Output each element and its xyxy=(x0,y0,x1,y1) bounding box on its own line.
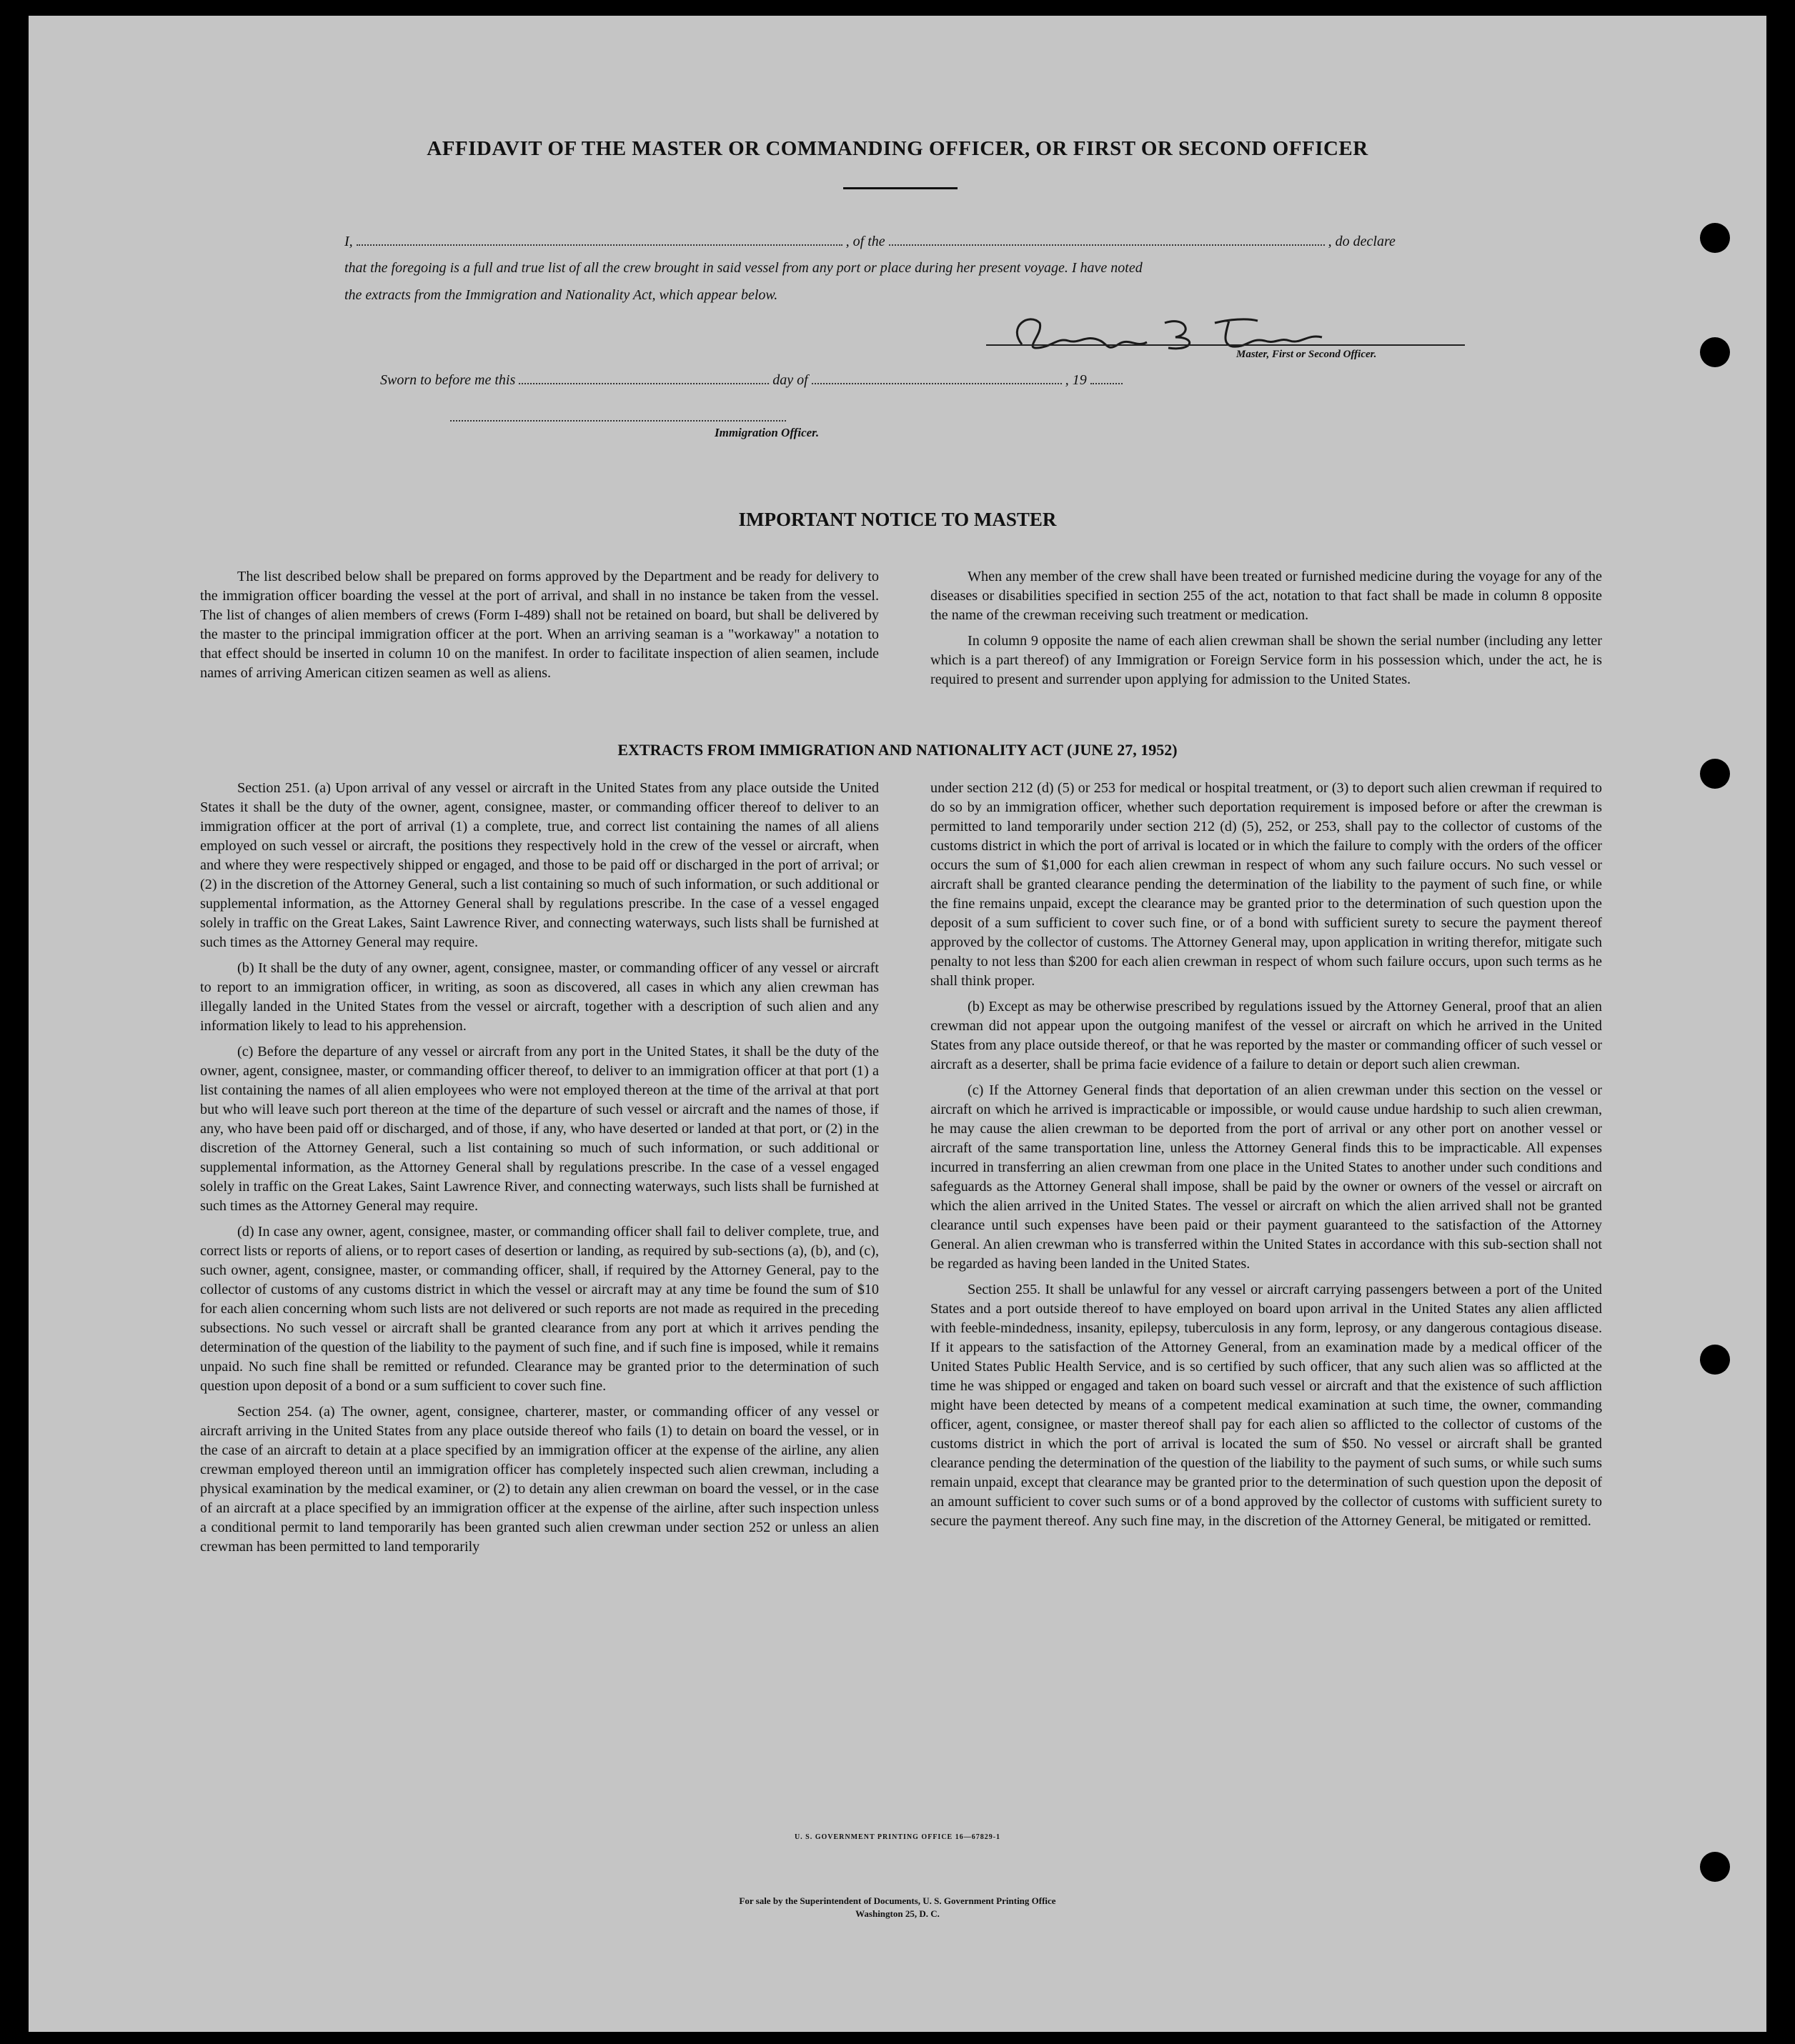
signature-caption: Master, First or Second Officer. xyxy=(1236,349,1377,360)
section-251-c: (c) Before the departure of any vessel or aircraft from any port in the United States, it shall be the duty of the owner, agent, consignee, master, or commanding officer thereof, to deliver to an immigration officer at that port (1) a list containing the names of all alien employees who were not employed thereon at the time of the arrival at that port but who will leave such port thereon at the time of the departure of such vessel or aircraft and the names of those, if any, who have been paid off or discharged, and of those, if any, who have deserted or landed at that port, or (2) in the discretion of the Attorney General, such a list containing so much of such information, or such additional or supplemental information, as the Attorney General shall by regulations prescribe. In the case of a vessel engaged solely in traffic on the Great Lakes, Saint Lawrence River, and connecting waterways, such lists shall be furnished at such times as the Attorney General may require. xyxy=(200,1044,879,1214)
sworn-line xyxy=(380,370,1123,389)
sworn-day-field[interactable] xyxy=(519,370,769,384)
declaration-line-2: that the foregoing is a full and true list of all the crew brought in said vessel from any port or place during her present voyage. I have noted xyxy=(344,260,1143,276)
section-251-b: (b) It shall be the duty of any owner, agent, consignee, master, or commanding officer of any vessel or aircraft to report to an immigration officer, in writing, as soon as discovered, all cases in which any alien crewman has illegally landed in the United States from the vessel or aircraft, together with a description of such alien and any information likely to lead to his apprehension. xyxy=(200,960,879,1034)
declare-i: I, xyxy=(344,234,353,249)
section-251-d: (d) In case any owner, agent, consignee, master, or commanding officer shall fail to deliver complete, true, and correct lists or reports of aliens, or to report cases of desertion or landing, as required by sub-sections (a), (b), and (c), such owner, agent, consignee, master, or commanding officer, shall, if required by the Attorney General, pay to the collector of customs of any customs district in which the vessel or aircraft may at any time be found the sum of $10 for each alien concerning whom such lists are not delivered or such reports are not made as required in the preceding subsections. No such vessel or aircraft shall be granted clearance from any port at which it arrives pending the determination of the question of the liability to the payment of such fine, and if such fine is imposed, while it remains unpaid. No such fine shall be remitted or refunded. Clearance may be granted prior to the determination of such question upon deposit of a bond or a sum sufficient to cover such fine. xyxy=(200,1224,879,1394)
signature-line xyxy=(986,344,1465,346)
binder-hole-3 xyxy=(1700,759,1730,789)
section-251-a: Section 251. (a) Upon arrival of any vessel or aircraft in the United States from any place outside the United States it shall be the duty of the owner, agent, consignee, master, or commanding officer thereof to deliver to an immigration officer at the port of arrival (1) a complete, true, and correct list containing the names of all aliens employed on such vessel or aircraft, the positions they respectively hold in the crew of the vessel or aircraft, when and where they were respectively shipped or engaged, and those to be paid off or discharged in the port of arrival; or (2) in the discretion of the Attorney General, such a list containing so much of such information, or such additional or supplemental information, as the Attorney General shall by regulations prescribe. In the case of a vessel engaged solely in traffic on the Great Lakes, Saint Lawrence River, and connecting waterways, such lists shall be furnished at such times as the Attorney General may require. xyxy=(200,780,879,950)
declare-end: , do declare xyxy=(1328,234,1396,249)
section-254-c: (c) If the Attorney General finds that deportation of an alien crewman under this section on the vessel or aircraft on which he arrived is impracticable or impossible, or would cause undue hardship to such alien crewman, he may cause the alien crewman to be deported from the port of arrival or any other port on another vessel or aircraft of the same transportation line, unless the Attorney General finds this to be impracticable. All expenses incurred in transferring an alien crewman from one place in the United States to another under such conditions and safeguards as the Attorney General shall impose, shall be paid by the owner or owners of the vessel or aircraft on which the alien arrived in the United States. The vessel or aircraft on which the alien arrived shall not be granted clearance until such expenses have been paid or their payment guaranteed to the satisfaction of the Attorney General. An alien crewman who is transferred within the United States in accordance with this sub-section shall not be regarded as having been landed in the United States. xyxy=(930,1082,1602,1272)
sworn-day-of: day of xyxy=(772,372,808,388)
extracts-right-column xyxy=(930,779,1602,1537)
vessel-field[interactable] xyxy=(889,231,1325,246)
sale-notice-line-1: For sale by the Superintendent of Documents, U. S. Government Printing Office xyxy=(739,1895,1056,1906)
declaration-line-1 xyxy=(344,231,1396,250)
officer-signature-line xyxy=(450,420,786,422)
notice-right-column xyxy=(930,567,1602,696)
binder-hole-1 xyxy=(1700,223,1730,253)
sale-notice-line-2: Washington 25, D. C. xyxy=(855,1908,940,1919)
affidavit-title: AFFIDAVIT OF THE MASTER OR COMMANDING OFFICER, OR FIRST OR SECOND OFFICER xyxy=(427,137,1368,160)
notice-title: IMPORTANT NOTICE TO MASTER xyxy=(738,509,1057,530)
notice-paragraph: The list described below shall be prepared on forms approved by the Department and be ready for delivery to the immigration officer boarding the vessel at the port of arrival, and shall in no instance be taken from the vessel. The list of changes of alien members of crews (Form I-489) shall not be retained on board, but shall be delivered by the master to the principal immigration officer at the port. When an arriving seaman is a "workaway" a notation to that effect should be inserted in column 10 on the manifest. In order to facilitate inspection of alien seamen, include names of arriving American citizen seamen as well as aliens. xyxy=(200,569,879,681)
section-255: Section 255. It shall be unlawful for any vessel or aircraft carrying passengers between a port of the United States and a port outside thereof to have employed on board upon arrival in the United States any alien afflicted with feeble-mindedness, insanity, epilepsy, tuberculosis in any form, leprosy, or any dangerous contagious disease. If it appears to the satisfaction of the Attorney General, from an examination made by a medical officer of the United States Public Health Service, and is so certified by such officer, that any such alien was so afflicted at the time he was shipped or engaged and taken on board such vessel or aircraft and that the existence of such affliction might have been detected by means of a competent medical examination at such time, the owner, commanding officer, agent, consignee, or master thereof shall pay for each alien so afflicted to the collector of customs of the customs district in which the port of arrival is located the sum of $50. No vessel or aircraft shall be granted clearance pending the determination of the question of the liability to the payment of such sums, or while such sums remain unpaid, except that clearance may be granted prior to the determination of such question upon the deposit of an amount sufficient to cover such sums or of a bond approved by the collector of customs with sufficient surety to secure the payment thereof. Any such fine may, in the discretion of the Attorney General, be mitigated or remitted. xyxy=(930,1282,1602,1529)
sworn-month-field[interactable] xyxy=(812,370,1062,384)
binder-hole-4 xyxy=(1700,1345,1730,1375)
officer-caption: Immigration Officer. xyxy=(715,426,820,439)
notice-paragraph: In column 9 opposite the name of each alien crewman shall be shown the serial number (including any letter which is a part thereof) of any Immigration or Foreign Service form in his possession which, under the act, he is required to present and surrender upon applying for admission to the United States. xyxy=(930,633,1602,687)
section-254-b: (b) Except as may be otherwise prescribed by regulations issued by the Attorney General, proof that an alien crewman did not appear upon the outgoing manifest of the vessel or aircraft on which he arrived in the United States from any place outside thereof, or that he was reported by the master or commanding officer of such vessel or aircraft as a deserter, shall be prima facie evidence of a failure to detain or deport such alien crewman. xyxy=(930,999,1602,1072)
binder-hole-5 xyxy=(1700,1852,1730,1882)
extracts-left-column xyxy=(200,779,879,1563)
declare-of-the: , of the xyxy=(845,234,885,249)
document-page xyxy=(29,16,1766,2032)
declaration-line-3: the extracts from the Immigration and Nationality Act, which appear below. xyxy=(344,287,778,303)
sworn-year-field[interactable] xyxy=(1090,370,1123,384)
sworn-year: , 19 xyxy=(1065,372,1087,388)
binder-hole-2 xyxy=(1700,337,1730,367)
name-field[interactable] xyxy=(357,231,842,246)
printing-office-line: U. S. GOVERNMENT PRINTING OFFICE 16—67829-1 xyxy=(794,1833,1001,1841)
title-rule xyxy=(843,187,958,189)
sworn-prefix: Sworn to before me this xyxy=(380,372,516,388)
notice-paragraph: When any member of the crew shall have been treated or furnished medicine during the voyage for any of the diseases or disabilities specified in section 255 of the act, notation to that fact shall be made in column 8 opposite the name of the crewman receiving such treatment or medication. xyxy=(930,569,1602,623)
extracts-title: EXTRACTS FROM IMMIGRATION AND NATIONALITY ACT (JUNE 27, 1952) xyxy=(617,741,1178,759)
notice-left-column xyxy=(200,567,879,689)
section-254-a: Section 254. (a) The owner, agent, consignee, charterer, master, or commanding officer of any vessel or aircraft arriving in the United States from any place outside thereof who fails (1) to detain on board the vessel, or in the case of an aircraft to detain at a place specified by an immigration officer at the expense of the airline, any alien crewman employed thereon until an immigration officer has completely inspected such alien crewman, including a physical examination by the medical examiner, or (2) to detain any alien crewman on board the vessel, or in the case of an aircraft at a place specified by an immigration officer at the expense of the airline, after such inspection unless a conditional permit to land temporarily has been granted such alien crewman under section 252 or unless an alien crewman has been permitted to land temporarily xyxy=(200,1404,879,1555)
section-254-a-continued: under section 212 (d) (5) or 253 for medical or hospital treatment, or (3) to deport such alien crewman if required to do so by an immigration officer, whether such deportation requirement is imposed before or after the crewman is permitted to land temporarily under section 212 (d) (5), 252, or 253, shall pay to the collector of customs of the customs district in which the port of arrival is located or in which the failure to comply with the orders of the officer occurs the sum of $1,000 for each alien crewman in respect of whom any such failure occurs. No such vessel or aircraft shall be granted clearance pending the determination of the liability to the payment of such fine, or while the fine remains unpaid, except the clearance may be granted prior to the determination of such question upon the deposit of a sum sufficient to cover such fine, or of a bond with sufficient surety to secure the payment thereof approved by the collector of customs. The Attorney General may, upon application in writing therefor, mitigate such penalty to not less than $200 for each alien crewman in respect of whom such failure occurs, upon such terms as he shall think proper. xyxy=(930,780,1602,989)
